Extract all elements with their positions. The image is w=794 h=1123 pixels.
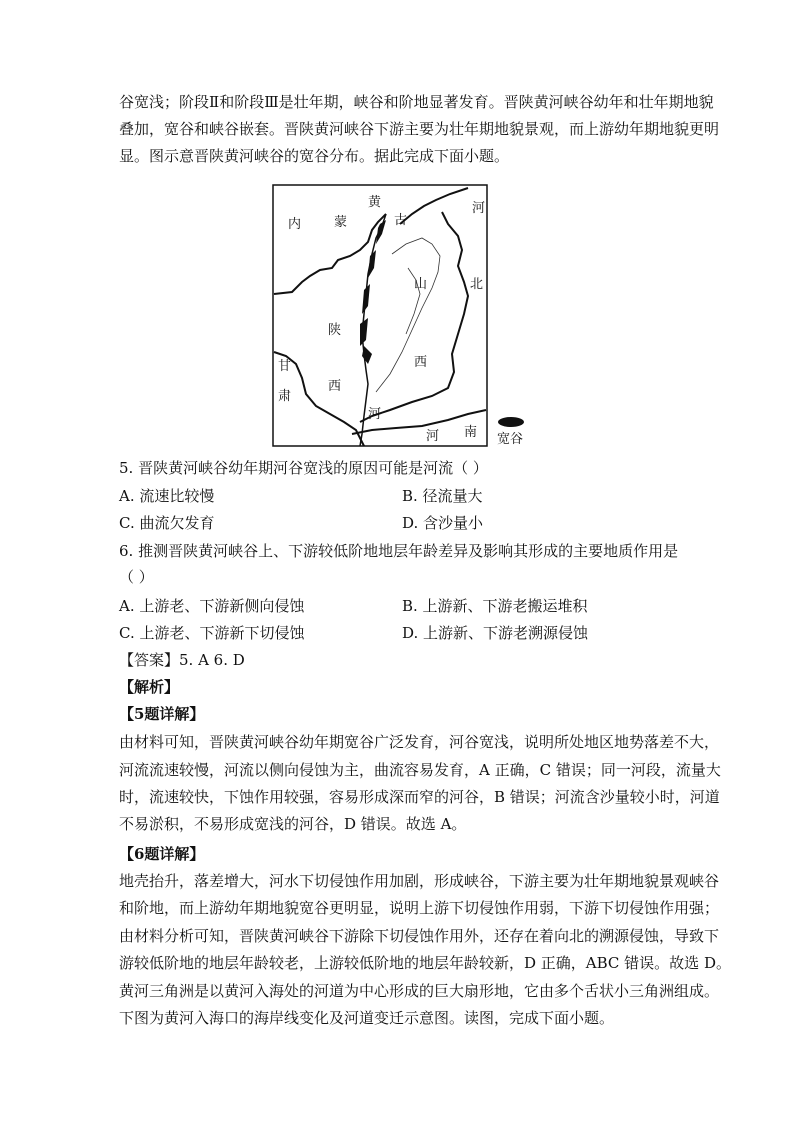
question-5-stem: 5. 晋陕黄河峡谷幼年期河谷宽浅的原因可能是河流（ ） — [119, 459, 488, 477]
q6-analysis-line-2: 和阶地，而上游幼年期地貌宽谷更明显，说明上游下切侵蚀作用弱，下游下切侵蚀作用强； — [119, 899, 720, 917]
label-bei: 北 — [470, 277, 484, 292]
q5-option-a: A. 流速比较慢 — [119, 487, 215, 505]
q5-option-b: B. 径流量大 — [402, 487, 483, 505]
intro-line-3: 显。图示意晋陕黄河峡谷的宽谷分布。据此完成下面小题。 — [119, 147, 510, 165]
wide-valley-legend-icon — [498, 417, 524, 427]
label-gan: 甘 — [278, 359, 292, 374]
label-he-mid: 河 — [368, 407, 382, 422]
label-shan1: 山 — [414, 277, 428, 292]
question-6-stem: 6. 推测晋陕黄河峡谷上、下游较低阶地地层年龄差异及影响其形成的主要地质作用是 — [119, 542, 679, 560]
q5-option-d: D. 含沙量小 — [402, 514, 484, 532]
analysis-heading: 【解析】 — [119, 678, 180, 696]
label-gu: 古 — [394, 213, 408, 228]
q6-option-a: A. 上游老、下游新侧向侵蚀 — [119, 597, 305, 615]
q5-analysis-line-1: 由材料可知，晋陕黄河峡谷幼年期宽谷广泛发育，河谷宽浅，说明所处地区地势落差不大， — [119, 733, 720, 751]
next-intro-line-2: 下图为黄河入海口的海岸线变化及河道变迁示意图。读图，完成下面小题。 — [119, 1009, 615, 1027]
intro-line-1: 谷宽浅；阶段Ⅱ和阶段Ⅲ是壮年期，峡谷和阶地显著发育。晋陕黄河峡谷幼年和壮年期地貌 — [119, 93, 714, 111]
next-intro-line-1: 黄河三角洲是以黄河入海处的河道为中心形成的巨大扇形地，它由多个舌状小三角洲组成。 — [119, 982, 720, 1000]
q6-analysis-line-4: 游较低阶地的地层年龄较老，上游较低阶地的地层年龄较新，D 正确，ABC 错误。故选 D。 — [119, 954, 731, 972]
q5-analysis-heading: 【5题详解】 — [119, 705, 205, 723]
q5-analysis-line-3: 时，流速较快，下蚀作用较强，容易形成深而窄的河谷，B 错误；河流含沙量较小时，河道 — [119, 788, 720, 806]
label-nei: 内 — [288, 217, 302, 232]
intro-line-2: 叠加，宽谷和峡谷嵌套。晋陕黄河峡谷下游主要为壮年期地貌景观，而上游幼年期地貌更明 — [119, 120, 720, 138]
legend-label: 宽谷 — [497, 432, 524, 446]
label-xi2: 西 — [328, 379, 342, 394]
label-huang: 黄 — [368, 195, 382, 210]
q5-option-c: C. 曲流欠发育 — [119, 514, 215, 532]
label-su: 肃 — [278, 389, 292, 404]
label-nan: 南 — [464, 425, 478, 440]
q6-option-b: B. 上游新、下游老搬运堆积 — [402, 597, 588, 615]
question-6-stem-cont: （ ） — [119, 568, 154, 586]
q6-analysis-line-3: 由材料分析可知，晋陕黄河峡谷下游除下切侵蚀作用外，还存在着向北的溯源侵蚀，导致下 — [119, 927, 720, 945]
q6-option-d: D. 上游新、下游老溯源侵蚀 — [402, 624, 589, 642]
label-meng: 蒙 — [334, 215, 348, 230]
q5-analysis-line-2: 河流流速较慢，河流以侧向侵蚀为主，曲流容易发育，A 正确，C 错误；同一河段，流量大 — [119, 761, 721, 779]
q5-analysis-line-4: 不易淤积，不易形成宽浅的河谷，D 错误。故选 A。 — [119, 815, 467, 833]
label-he-ne: 河 — [472, 201, 486, 216]
q6-analysis-heading: 【6题详解】 — [119, 845, 205, 863]
jinshan-canyon-map — [272, 184, 488, 447]
label-shan2: 陕 — [328, 323, 342, 338]
label-he-bottom: 河 — [426, 429, 440, 444]
answer-line: 【答案】5. A 6. D — [119, 651, 245, 669]
q6-option-c: C. 上游老、下游新下切侵蚀 — [119, 624, 305, 642]
label-xi1: 西 — [414, 355, 428, 370]
map-legend — [495, 416, 535, 446]
q6-analysis-line-1: 地壳抬升，落差增大，河水下切侵蚀作用加剧，形成峡谷，下游主要为壮年期地貌景观峡谷 — [119, 872, 720, 890]
